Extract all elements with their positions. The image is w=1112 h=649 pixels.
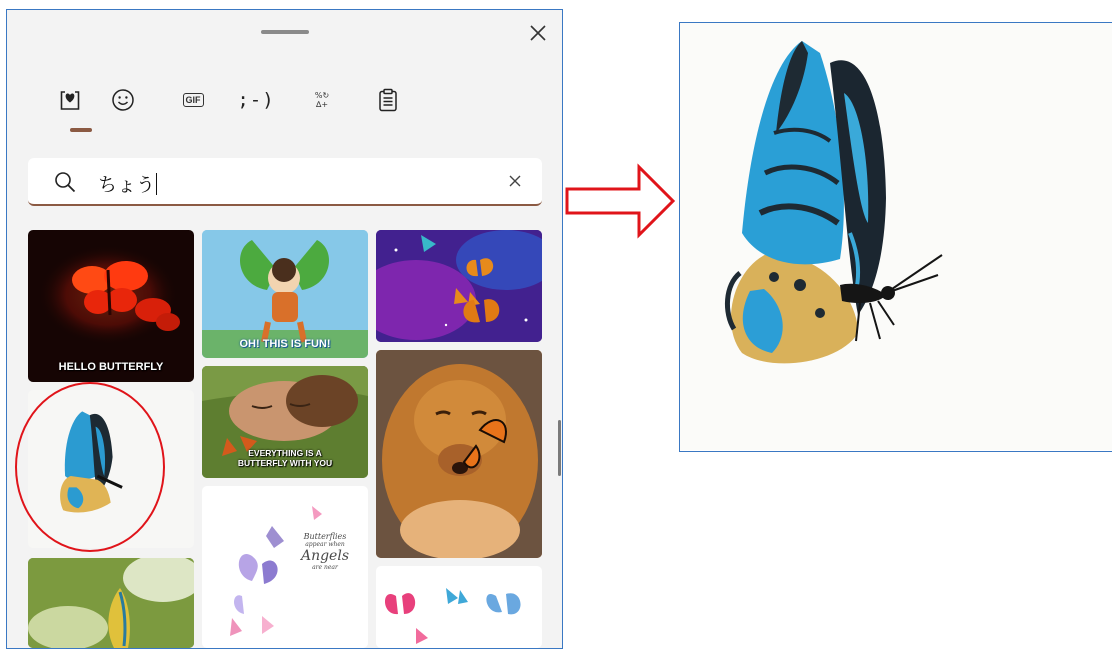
gif-oh-this-is-fun[interactable] xyxy=(202,230,368,358)
heart-clipboard-icon xyxy=(58,88,82,112)
clear-search-button[interactable] xyxy=(504,170,526,192)
scrollbar-thumb[interactable] xyxy=(558,420,561,476)
blue-butterfly-large-image xyxy=(680,23,1112,450)
text-caret xyxy=(156,173,157,195)
drag-handle[interactable] xyxy=(261,30,309,34)
highlight-circle xyxy=(15,382,165,552)
dog-monarch-butterfly-image xyxy=(376,350,542,558)
yellow-butterfly-image xyxy=(28,558,194,648)
caption-line: BUTTERFLY WITH YOU xyxy=(237,458,333,468)
galaxy-butterflies-image xyxy=(376,230,542,342)
pink-blue-butterflies-image xyxy=(376,566,542,648)
gif-caption: HELLO BUTTERFLY xyxy=(58,361,164,373)
tab-kaomoji[interactable] xyxy=(234,82,278,118)
gif-dog-with-butterfly[interactable] xyxy=(376,350,542,558)
gif-preview-frame xyxy=(679,22,1112,452)
script-text xyxy=(290,532,360,571)
close-icon xyxy=(529,24,547,42)
close-icon xyxy=(509,175,521,187)
kaomoji-icon: ;-) xyxy=(237,89,275,111)
smiley-icon xyxy=(111,88,135,112)
close-button[interactable] xyxy=(523,18,553,48)
gif-caption: OH! THIS IS FUN! xyxy=(239,338,331,350)
search-input[interactable]: ちょう xyxy=(98,174,156,196)
script-line: Butterflies xyxy=(303,532,347,541)
gif-green-butterfly[interactable] xyxy=(28,558,194,648)
script-line: Angels xyxy=(300,548,350,564)
tab-bar xyxy=(29,82,429,142)
emoji-panel xyxy=(6,9,563,649)
search-icon xyxy=(54,171,76,193)
gif-everything-is-a-butterfly[interactable] xyxy=(202,366,368,478)
gif-caption xyxy=(202,448,368,468)
gif-purple-galaxy-butterflies[interactable] xyxy=(376,230,542,342)
tab-emoji[interactable] xyxy=(101,82,145,118)
tab-clipboard[interactable] xyxy=(366,82,410,118)
right-arrow xyxy=(565,163,677,239)
caption-line: EVERYTHING IS A xyxy=(248,448,322,458)
selected-tab-indicator xyxy=(70,128,92,132)
script-line: appear when xyxy=(305,541,345,548)
symbols-icon: %↻ ∆+ xyxy=(314,91,330,109)
gif-colorful-butterflies[interactable] xyxy=(376,566,542,648)
search-box[interactable] xyxy=(28,158,542,206)
tab-gif[interactable] xyxy=(171,82,215,118)
script-line: are near xyxy=(312,564,338,571)
clipboard-icon xyxy=(377,88,399,112)
gif-hello-butterfly[interactable] xyxy=(28,230,194,382)
gif-icon: GIF xyxy=(183,93,204,107)
gif-angels-butterflies[interactable] xyxy=(202,486,368,648)
tab-recent[interactable] xyxy=(48,82,92,118)
red-glowing-butterfly-image xyxy=(28,230,194,382)
tab-symbols[interactable] xyxy=(300,82,344,118)
